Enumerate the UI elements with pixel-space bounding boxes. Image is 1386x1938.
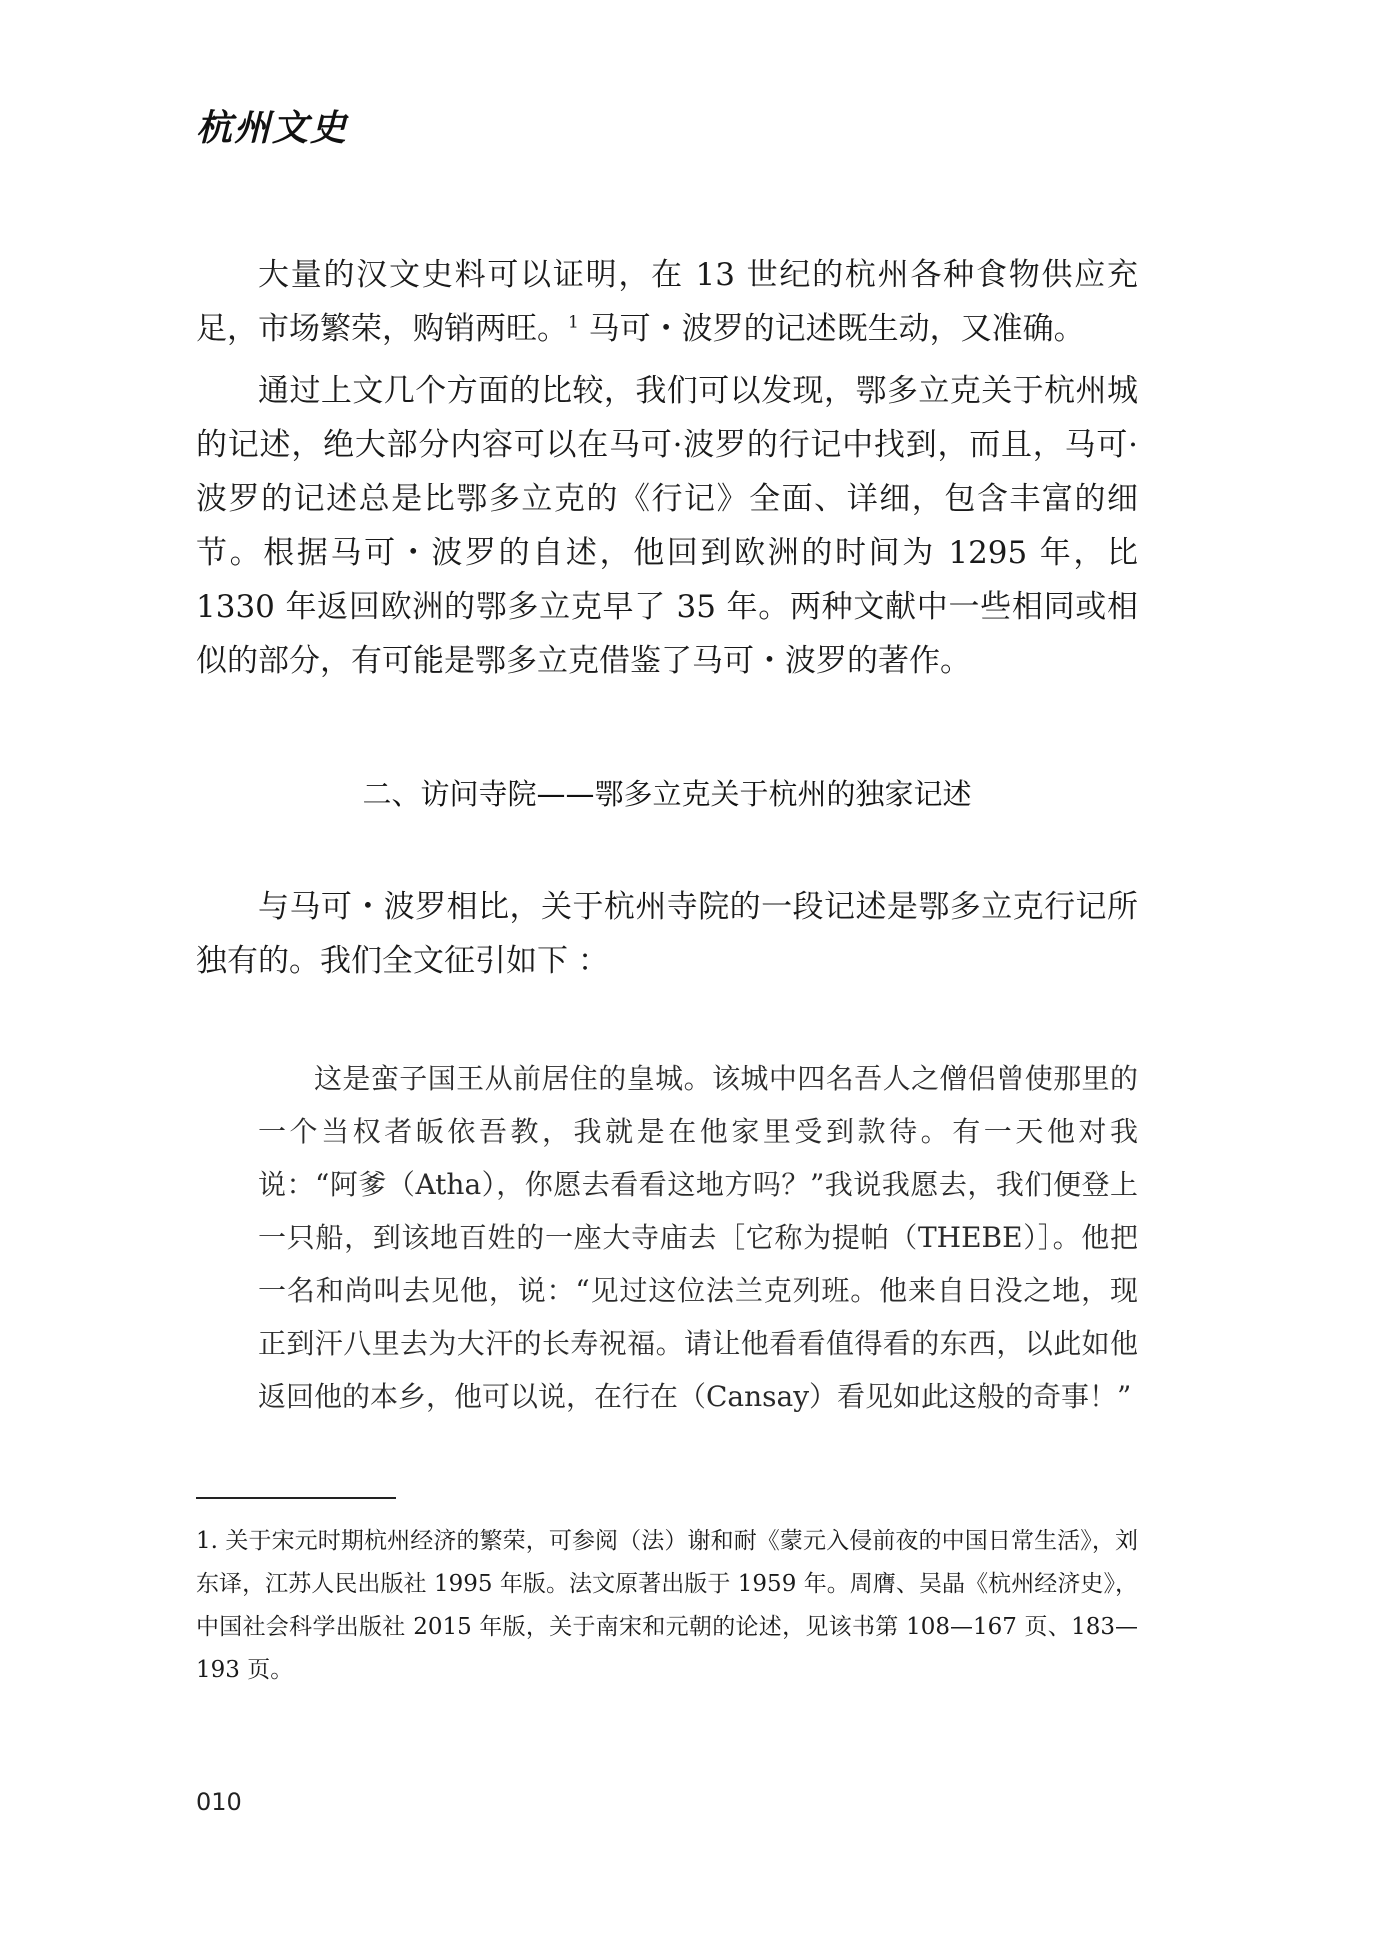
section-heading: 二、访问寺院——鄂多立克关于杭州的独家记述 [362, 777, 972, 811]
paragraph-1 [196, 248, 1138, 356]
paragraph-1-text-b: 马可・波罗的记述既生动，又准确。 [578, 311, 1085, 347]
paragraph-2 [196, 364, 1138, 688]
journal-title: 杭州文史 [196, 107, 349, 149]
block-quote-text: 这是蛮子国王从前居住的皇城。该城中四名吾人之僧侣曾使那里的一个当权者皈依吾教，我就是在他家里受到款待。有一天他对我说：“阿爹（Atha），你愿去看看这地方吗？”我说我愿去，我们便登上一只船，到该地百姓的一座大寺庙去［它称为提帕（THEBE）］。他把一名和尚叫去见他，说：“见过这位法兰克列班。他来自日没之地，现正到汗八里去为大汗的长寿祝福。请让他看看值得看的东西，以此如他返回他的本乡，他可以说，在行在（Cansay）看见如此这般的奇事！” [258, 1062, 1138, 1413]
page-number: 010 [196, 1788, 242, 1816]
paragraph-2-text: 通过上文几个方面的比较，我们可以发现，鄂多立克关于杭州城的记述，绝大部分内容可以在马可·波罗的行记中找到，而且，马可·波罗的记述总是比鄂多立克的《行记》全面、详细，包含丰富的细节。根据马可・波罗的自述，他回到欧洲的时间为 1295 年，比 1330 年返回欧洲的鄂多立克早了 35 年。两种文献中一些相同或相似的部分，有可能是鄂多立克借鉴了马可・波罗的著作。 [196, 373, 1138, 679]
paragraph-1-text-a: 大量的汉文史料可以证明，在 13 世纪的杭州各种食物供应充足，市场繁荣，购销两旺。 [196, 257, 1138, 347]
footnote-text: 1. 关于宋元时期杭州经济的繁荣，可参阅（法）谢和耐《蒙元入侵前夜的中国日常生活》，刘东译，江苏人民出版社 1995 年版。法文原著出版于 1959 年。周膺、吴晶《杭州经济史》，中国社会科学出版社 2015 年版，关于南宋和元朝的论述，见该书第 108—167 页、183—193 页。 [196, 1528, 1138, 1683]
paragraph-3 [196, 880, 1138, 988]
footnote-reference[interactable]: 1 [568, 312, 579, 333]
footnote-divider [196, 1497, 396, 1499]
block-quote [258, 1052, 1138, 1423]
footnote [196, 1520, 1138, 1692]
paragraph-3-text: 与马可・波罗相比，关于杭州寺院的一段记述是鄂多立克行记所独有的。我们全文征引如下 ： [196, 889, 1138, 979]
